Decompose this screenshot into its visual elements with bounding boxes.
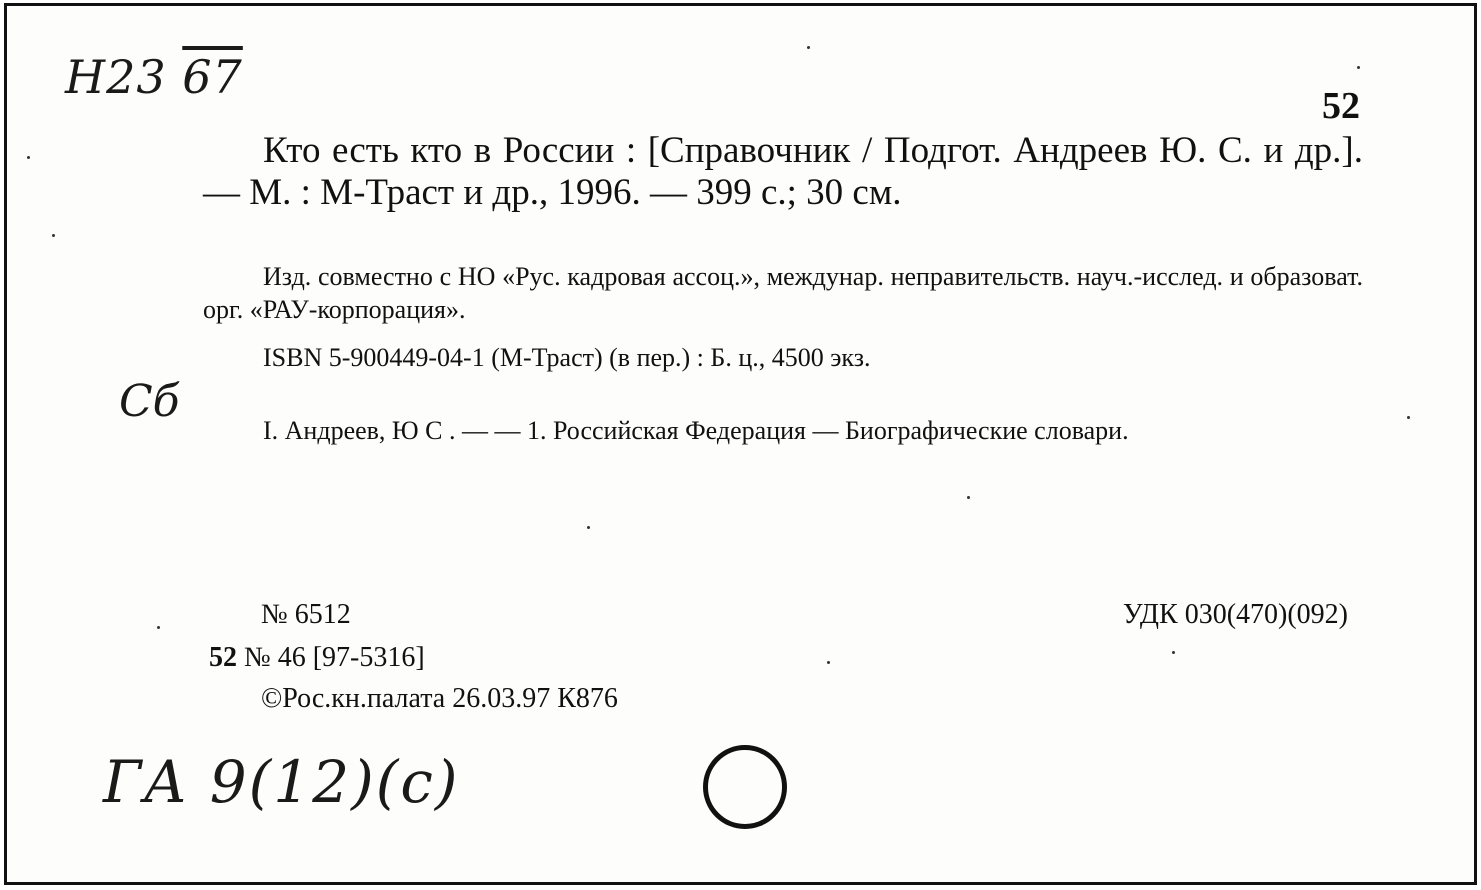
handwritten-shelf-prefix: Н23 [65, 50, 167, 104]
bibliographic-title: Кто есть кто в России : [Справочник / Подгот. Андреев Ю. С. и др.]. — М. : М-Траст и др., 1996. — 399 с.; 30 см. [203, 130, 1363, 213]
udk-code: УДК 030(470)(092) [1122, 599, 1348, 630]
scan-speck [27, 156, 30, 159]
page-number: 52 [1322, 85, 1360, 127]
scan-speck [1357, 66, 1360, 69]
subject-tracing: I. Андреев, Ю С . — — 1. Российская Федерация — Биографические словари. [263, 416, 1129, 445]
book-chamber-line: ©Рос.кн.палата 26.03.97 К876 [261, 683, 618, 714]
punch-hole [703, 745, 787, 829]
scan-speck [967, 496, 970, 499]
isbn-line: ISBN 5-900449-04-1 (М-Траст) (в пер.) : Б. ц., 4500 экз. [263, 343, 871, 372]
handwritten-shelf-mark [65, 50, 243, 104]
scan-speck [807, 46, 810, 49]
handwritten-bottom-mark: ГА 9(12)(с) [103, 748, 460, 816]
handwritten-side-mark: Сб [119, 376, 180, 427]
scan-speck [827, 661, 830, 664]
publication-note: Изд. совместно с НО «Рус. кадровая ассоц.», междунар. неправительств. науч.-исслед. и образоват. орг. «РАУ-корпорация». [203, 262, 1363, 324]
copy-number-line [209, 641, 425, 674]
scan-speck [52, 234, 55, 237]
scan-speck [1172, 651, 1175, 654]
scan-speck [1407, 416, 1410, 419]
copy-number-prefix: 52 [209, 642, 237, 673]
catalog-card [4, 3, 1477, 885]
record-number: № 6512 [261, 599, 351, 630]
scan-speck [157, 626, 160, 629]
handwritten-shelf-suffix: 67 [182, 50, 243, 104]
copy-number: № 46 [97-5316] [244, 642, 425, 673]
scan-speck [587, 526, 590, 529]
